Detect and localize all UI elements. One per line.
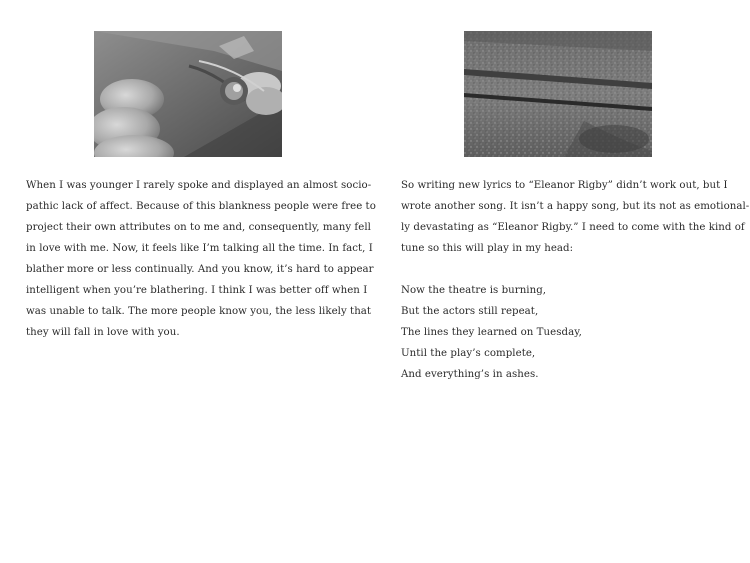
pavement-photo bbox=[464, 31, 652, 157]
right-paragraph bbox=[401, 175, 750, 385]
verse-line: Now the theatre is burning, bbox=[401, 285, 547, 296]
verse-line: Until the play’s complete, bbox=[401, 348, 536, 359]
paragraph-line: ly devastating as “Eleanor Rigby.” I need to come with the kind of bbox=[401, 222, 745, 233]
paragraph-line: intelligent when you’re blathering. I think I was better off when I bbox=[26, 285, 368, 296]
verse-line: The lines they learned on Tuesday, bbox=[401, 327, 582, 338]
paragraph-line: tune so this will play in my head: bbox=[401, 243, 574, 254]
verse-line: But the actors still repeat, bbox=[401, 306, 539, 317]
verse-line: And everything’s in ashes. bbox=[401, 369, 539, 380]
paragraph-line: in love with me. Now, it feels like I’m talking all the time. In fact, I bbox=[26, 243, 373, 254]
photo-pavement-texture-icon bbox=[464, 31, 652, 157]
paragraph-line: blather more or less continually. And you know, it’s hard to appear bbox=[26, 264, 374, 275]
paragraph-line: So writing new lyrics to “Eleanor Rigby” didn’t work out, but I bbox=[401, 180, 728, 191]
hand-photo bbox=[94, 31, 282, 157]
paragraph-line: When I was younger I rarely spoke and displayed an almost socio- bbox=[26, 180, 372, 191]
paragraph-line: pathic lack of affect. Because of this blankness people were free to bbox=[26, 201, 376, 212]
paragraph-line: project their own attributes on to me and, consequently, many fell bbox=[26, 222, 371, 233]
photo-hand-holding-object-icon bbox=[94, 31, 282, 157]
left-paragraph bbox=[26, 175, 376, 343]
right-page bbox=[375, 0, 750, 563]
paragraph-line: was unable to talk. The more people know you, the less likely that bbox=[26, 306, 372, 317]
stanza-gap bbox=[401, 259, 731, 280]
paragraph-line: wrote another song. It isn’t a happy song, but its not as emotional- bbox=[401, 201, 750, 212]
paragraph-line: they will fall in love with you. bbox=[26, 327, 180, 338]
